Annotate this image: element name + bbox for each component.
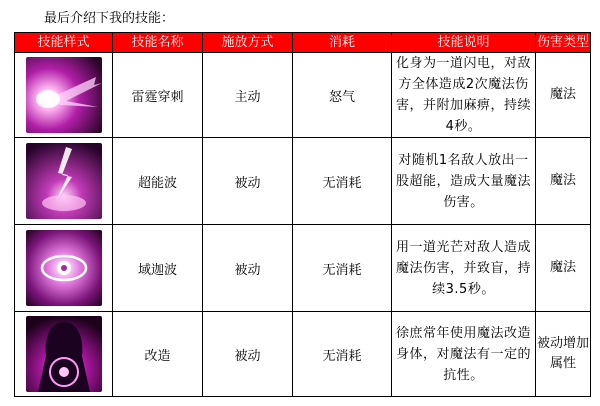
table-row	[15, 138, 591, 225]
skill-cost: 无消耗	[293, 138, 392, 225]
header-description: 技能说明	[392, 33, 536, 53]
header-skill-style: 技能样式	[15, 33, 113, 53]
skill-cast: 被动	[203, 225, 293, 312]
table-row	[15, 53, 591, 138]
header-cost: 消耗	[293, 33, 392, 53]
skill-description: 徐庶常年使用魔法改造身体，对魔法有一定的抗性。	[392, 312, 536, 397]
intro-text: 最后介绍下我的技能：	[44, 11, 175, 26]
skill-name: 域迦波	[113, 225, 203, 312]
skill-description: 化身为一道闪电，对敌方全体造成2次魔法伤害，并附加麻痹，持续4秒。	[392, 53, 536, 138]
skill-damage-type: 魔法	[536, 225, 591, 312]
skill-cast: 主动	[203, 53, 293, 138]
skill-damage-type: 魔法	[536, 53, 591, 138]
table-row	[15, 225, 591, 312]
header-cast-method: 施放方式	[203, 33, 293, 53]
psychic-wave-icon	[26, 143, 102, 219]
skill-description: 用一道光芒对敌人造成魔法伤害，并致盲，持续3.5秒。	[392, 225, 536, 312]
skill-name: 改造	[113, 312, 203, 397]
hooded-figure-icon	[26, 316, 102, 392]
skill-cost: 怒气	[293, 53, 392, 138]
skills-table	[14, 32, 591, 397]
skill-description: 对随机1名敌人放出一股超能，造成大量魔法伤害。	[392, 138, 536, 225]
skill-cost: 无消耗	[293, 225, 392, 312]
skill-damage-type: 魔法	[536, 138, 591, 225]
skill-cast: 被动	[203, 312, 293, 397]
header-skill-name: 技能名称	[113, 33, 203, 53]
eye-wave-icon	[26, 230, 102, 306]
table-row	[15, 312, 591, 397]
table-header-row	[15, 33, 591, 53]
header-damage-type: 伤害类型	[536, 33, 591, 53]
skill-name: 超能波	[113, 138, 203, 225]
skill-cost: 无消耗	[293, 312, 392, 397]
skill-name: 雷霆穿刺	[113, 53, 203, 138]
skill-cast: 被动	[203, 138, 293, 225]
lightning-pierce-icon	[26, 57, 102, 133]
skill-damage-type: 被动增加属性	[536, 312, 591, 397]
